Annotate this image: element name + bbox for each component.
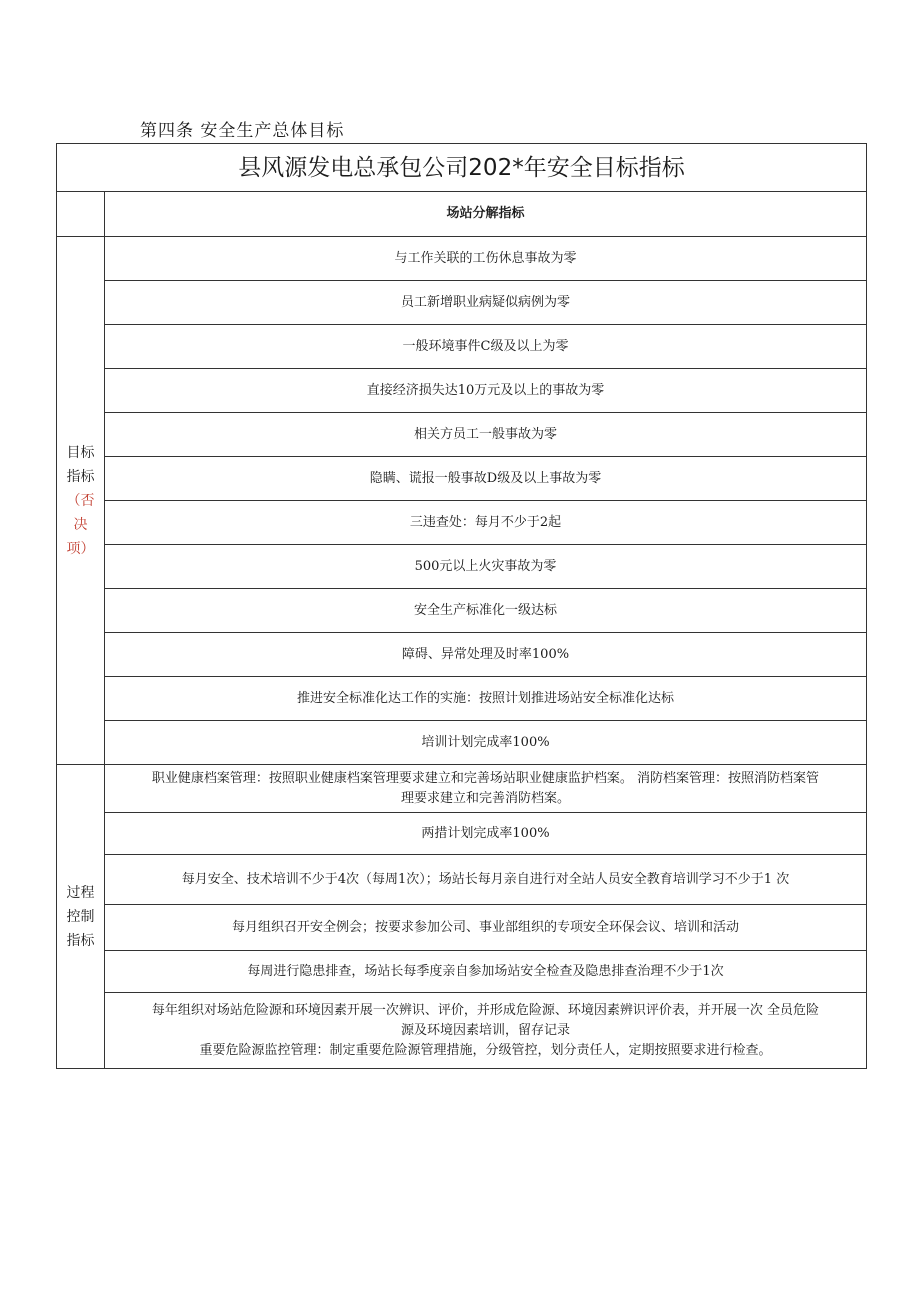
- category-label: 目标: [66, 444, 95, 461]
- target-item: 培训计划完成率100%: [105, 721, 867, 765]
- table-row: [57, 951, 867, 993]
- category-label: 过程: [66, 884, 95, 901]
- target-item: 三违查处：每月不少于2起: [105, 501, 867, 545]
- category-label: 控制: [66, 908, 95, 925]
- target-item: 500元以上火灾事故为零: [105, 545, 867, 589]
- empty-header-cell: [57, 192, 105, 237]
- table-title: 县风源发电总承包公司202*年安全目标指标: [57, 144, 867, 192]
- target-item: 安全生产标准化一级达标: [105, 589, 867, 633]
- process-text: 理要求建立和完善消防档案。: [400, 790, 570, 806]
- column-header: 场站分解指标: [105, 192, 867, 237]
- process-item: [105, 765, 867, 813]
- process-item: [105, 993, 867, 1069]
- subheader-row: [57, 192, 867, 237]
- table-row: [57, 457, 867, 501]
- table-row: [57, 281, 867, 325]
- table-row: [57, 855, 867, 905]
- target-item: 障碍、异常处理及时率100%: [105, 633, 867, 677]
- table-row: [57, 993, 867, 1069]
- process-text: 职业健康档案管理：按照职业健康档案管理要求建立和完善场站职业健康监护档案。 消防档案管理：按照消防档案管: [151, 770, 820, 786]
- title-row: [57, 144, 867, 192]
- target-item: 一般环境事件C级及以上为零: [105, 325, 867, 369]
- category-note: 决: [73, 516, 88, 533]
- table-row: [57, 589, 867, 633]
- process-item: 每月安全、技术培训不少于4次（每周1次）；场站长每月亲自进行对全站人员安全教育培训学习不少于1 次: [105, 855, 867, 905]
- category-note: 项）: [66, 540, 95, 557]
- process-text: 重要危险源监控管理：制定重要危险源管理措施，分级管控，划分责任人，定期按照要求进行检查。: [199, 1042, 772, 1058]
- table-row: [57, 677, 867, 721]
- table-row: [57, 905, 867, 951]
- table-row: [57, 237, 867, 281]
- table-row: [57, 369, 867, 413]
- target-item: 相关方员工一般事故为零: [105, 413, 867, 457]
- category-label: 指标: [66, 468, 95, 485]
- table-row: [57, 633, 867, 677]
- table-row: [57, 721, 867, 765]
- target-item: 员工新增职业病疑似病例为零: [105, 281, 867, 325]
- process-category-cell: [57, 765, 105, 1069]
- category-label: 指标: [66, 932, 95, 949]
- table-row: [57, 501, 867, 545]
- process-text: 每年组织对场站危险源和环境因素开展一次辨识、评价，并形成危险源、环境因素辨识评价表，并开展一次 全员危险: [151, 1002, 820, 1018]
- table-row: [57, 413, 867, 457]
- target-item: 推进安全标准化达工作的实施：按照计划推进场站安全标准化达标: [105, 677, 867, 721]
- process-text: 源及环境因素培训，留存记录: [400, 1022, 570, 1038]
- process-item: 每周进行隐患排查，场站长每季度亲自参加场站安全检查及隐患排查治理不少于1次: [105, 951, 867, 993]
- process-item: 两措计划完成率100%: [105, 813, 867, 855]
- category-note: （否: [66, 492, 95, 509]
- target-item: 直接经济损失达10万元及以上的事故为零: [105, 369, 867, 413]
- target-item: 与工作关联的工伤休息事故为零: [105, 237, 867, 281]
- table-row: [57, 765, 867, 813]
- safety-target-table: [56, 143, 867, 1069]
- table-row: [57, 325, 867, 369]
- process-item: 每月组织召开安全例会；按要求参加公司、事业部组织的专项安全环保会议、培训和活动: [105, 905, 867, 951]
- target-item: 隐瞒、谎报一般事故D级及以上事故为零: [105, 457, 867, 501]
- table-row: [57, 813, 867, 855]
- table-row: [57, 545, 867, 589]
- target-category-cell: [57, 237, 105, 765]
- article-heading: 第四条 安全生产总体目标: [140, 121, 345, 141]
